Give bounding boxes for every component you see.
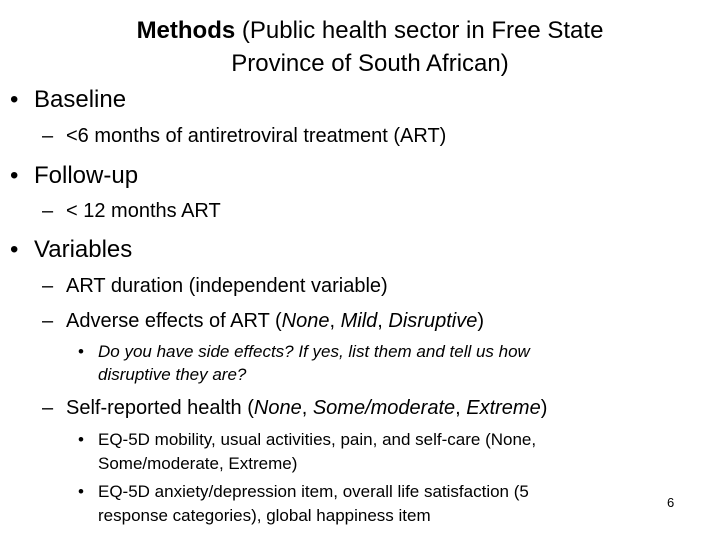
page-number: 6 — [667, 495, 675, 510]
dash-icon: – — [42, 275, 54, 297]
adverse-effects: Adverse effects of ART (None, Mild, Disruptive) — [66, 310, 484, 332]
dash-icon: – — [42, 200, 54, 222]
bullet-dot-icon: • — [10, 86, 19, 113]
bullet-dot-icon: • — [10, 236, 19, 263]
dash-icon: – — [42, 125, 54, 147]
dash-icon: – — [42, 397, 54, 419]
self-reported-health: Self-reported health (None, Some/moderate, Extreme) — [66, 397, 548, 419]
bullet-dot-icon: • — [10, 162, 19, 189]
bullet-followup: Follow-up — [34, 162, 139, 189]
art-duration: ART duration (independent variable) — [66, 275, 388, 297]
title-bold: Methods — [136, 17, 236, 44]
bullet-baseline: Baseline — [34, 86, 127, 113]
eq5d-item-1-line-1: EQ-5D mobility, usual activities, pain, and self-care (None, — [98, 430, 537, 449]
eq5d-item-1-line-2: Some/moderate, Extreme) — [98, 454, 298, 473]
title-line-2: Province of South African) — [231, 50, 509, 77]
title-line-1 — [60, 14, 680, 47]
adverse-question-line-2: disruptive they are? — [98, 365, 247, 384]
followup-sub: < 12 months ART — [66, 200, 221, 222]
slide-title — [60, 14, 680, 80]
eq5d-item-2-line-2: response categories), global happiness item — [98, 506, 431, 525]
eq5d-item-2-line-1: EQ-5D anxiety/depression item, overall life satisfaction (5 — [98, 482, 529, 501]
baseline-sub: <6 months of antiretroviral treatment (ART) — [66, 125, 447, 147]
bullet-dot-icon: • — [78, 342, 84, 361]
adverse-question-line-1: Do you have side effects? If yes, list them and tell us how — [98, 342, 530, 361]
title-line-1-rest: (Public health sector in Free State — [235, 17, 604, 44]
bullet-dot-icon: • — [78, 430, 84, 449]
bullet-variables: Variables — [34, 236, 133, 263]
bullet-dot-icon: • — [78, 482, 84, 501]
dash-icon: – — [42, 310, 54, 332]
